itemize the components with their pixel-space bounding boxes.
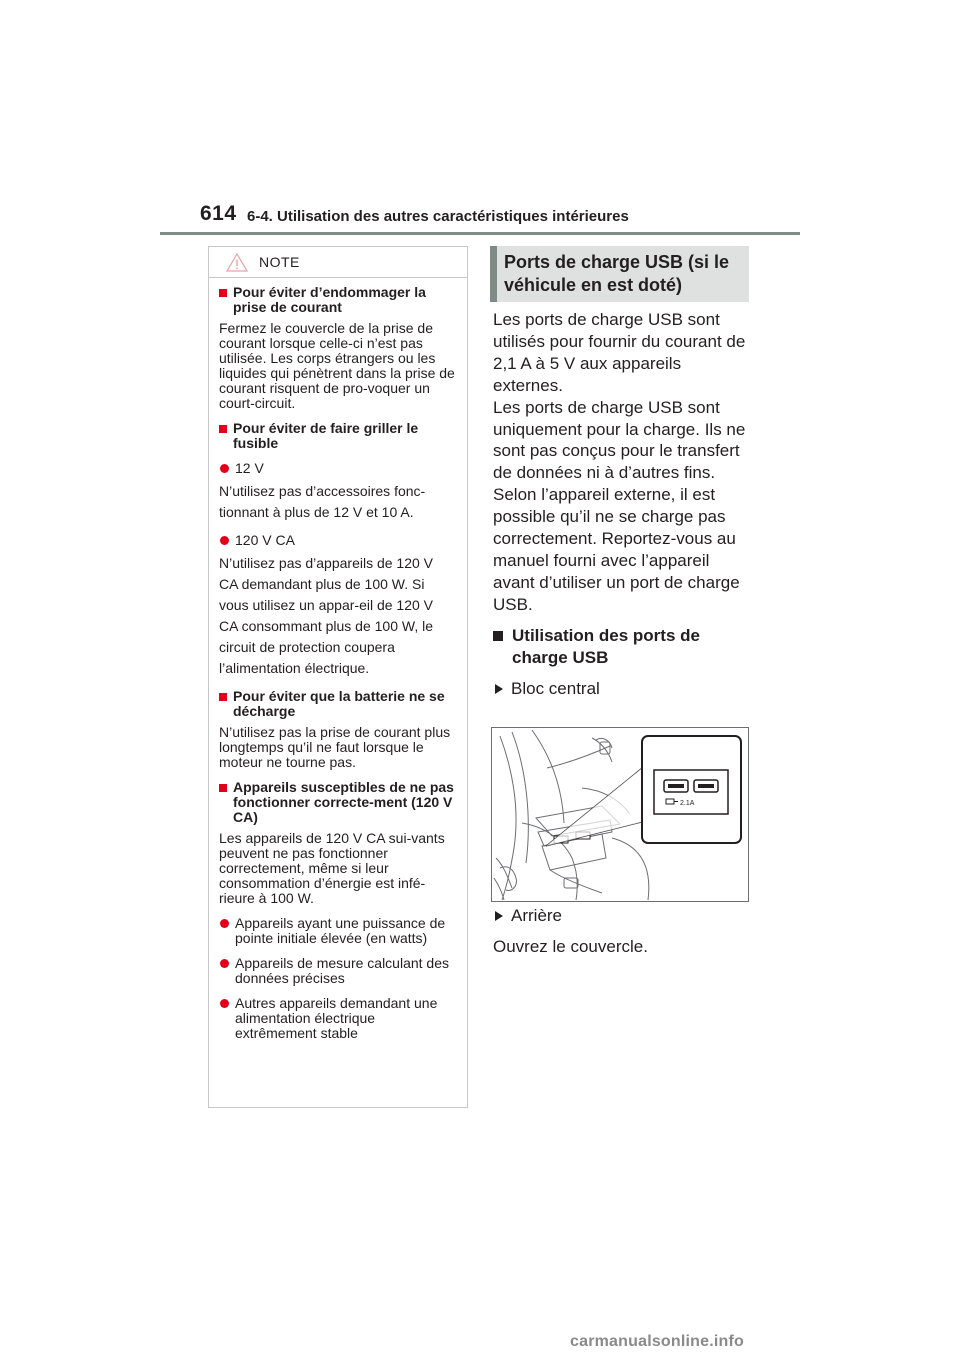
note-devices-title: Appareils susceptibles de ne pas fonctionner correcte-ment (120 V CA) bbox=[233, 779, 454, 825]
note-damage-heading bbox=[219, 285, 455, 315]
note-devices-text: Les appareils de 120 V CA sui-vants peuvent ne pas fonctionner correctement, même si leur consommation d’énergie est infé-rieure à 100 W. bbox=[219, 830, 445, 906]
console-illustration bbox=[492, 728, 748, 901]
black-square-icon bbox=[493, 631, 503, 641]
red-bullet-icon bbox=[220, 536, 229, 545]
note-battery-heading bbox=[219, 689, 455, 719]
usb-ports-body bbox=[493, 309, 749, 699]
usb-usage-title: Utilisation des ports de charge USB bbox=[512, 625, 700, 667]
central-block-item bbox=[493, 678, 749, 700]
usb-ports-illustration bbox=[491, 727, 749, 902]
central-block-label: Bloc central bbox=[511, 678, 600, 698]
usb-ports-heading: Ports de charge USB (si le véhicule en est doté) bbox=[490, 246, 749, 302]
note-damage-title: Pour éviter d’endommager la prise de courant bbox=[233, 284, 426, 315]
page-number: 614 bbox=[200, 202, 237, 225]
arrow-right-icon bbox=[495, 911, 503, 921]
usb-usage-heading bbox=[493, 625, 749, 669]
note-devices-heading bbox=[219, 780, 455, 825]
note-battery-text: N’utilisez pas la prise de courant plus longtemps qu’il ne faut lorsque le moteur ne tourne pas. bbox=[219, 724, 451, 770]
red-bullet-icon bbox=[220, 464, 229, 473]
red-square-icon bbox=[219, 289, 227, 297]
note-bullet-item bbox=[219, 916, 455, 946]
watermark[interactable]: carmanualsonline.info bbox=[570, 1333, 745, 1350]
note-bullet-text: Appareils ayant une puissance de pointe initiale élevée (en watts) bbox=[235, 915, 446, 946]
note-120v-text: N’utilisez pas d’appareils de 120 V CA demandant plus de 100 W. Si vous utilisez un appar-eil de 120 V CA consommant plus de 100 W, le circuit de protection coupera l’alimentation électrique. bbox=[219, 555, 434, 676]
note-bullet-text: Appareils de mesure calculant des données précises bbox=[235, 955, 450, 986]
rear-instruction-text: Ouvrez le couvercle. bbox=[493, 936, 648, 956]
note-12v-item bbox=[219, 461, 455, 476]
usb-device-note-text: Selon l’appareil externe, il est possible qu’il ne se charge pas correctement. Reportez-vous au manuel fourni avec l’appareil avant d’utiliser un port de charge USB. bbox=[493, 485, 740, 614]
rear-label: Arrière bbox=[511, 906, 563, 925]
section-title: 6-4. Utilisation des autres caractéristiques intérieures bbox=[247, 208, 629, 225]
arrow-right-icon bbox=[495, 684, 503, 694]
usb-intro-text: Les ports de charge USB sont utilisés pour fournir du courant de 2,1 A à 5 V aux appareils externes. bbox=[493, 310, 746, 395]
note-label: NOTE bbox=[259, 254, 300, 270]
red-bullet-icon bbox=[220, 999, 229, 1008]
header-rule bbox=[160, 232, 800, 235]
note-12v-text: N’utilisez pas d’accessoires fonc-tionnant à plus de 12 V et 10 A. bbox=[219, 483, 426, 520]
note-header bbox=[209, 247, 467, 278]
warning-triangle-icon bbox=[226, 253, 248, 277]
rear-item bbox=[493, 905, 749, 927]
red-square-icon bbox=[219, 693, 227, 701]
red-bullet-icon bbox=[220, 959, 229, 968]
rear-section bbox=[493, 905, 749, 958]
red-square-icon bbox=[219, 784, 227, 792]
note-fuse-title: Pour éviter de faire griller le fusible bbox=[233, 420, 419, 451]
note-battery-title: Pour éviter que la batterie ne se décharge bbox=[233, 688, 445, 719]
note-120v-item bbox=[219, 533, 455, 548]
usb-current-marking: 2.1A bbox=[680, 800, 695, 807]
note-bullet-text: Autres appareils demandant une alimentation électrique extrêmement stable bbox=[235, 995, 438, 1041]
note-fuse-heading bbox=[219, 421, 455, 451]
note-body bbox=[209, 278, 467, 1041]
red-bullet-icon bbox=[220, 919, 229, 928]
note-damage-text: Fermez le couvercle de la prise de courant lorsque celle-ci n’est pas utilisée. Les corps étrangers ou les liquides qui pénètrent dans la prise de courant risquent de pro-voquer un court-circuit. bbox=[219, 320, 455, 411]
note-box bbox=[208, 246, 468, 1108]
note-120v-label: 120 V CA bbox=[235, 532, 295, 548]
note-bullet-item bbox=[219, 956, 455, 986]
note-12v-label: 12 V bbox=[235, 460, 264, 476]
red-square-icon bbox=[219, 425, 227, 433]
usb-charge-only-text: Les ports de charge USB sont uniquement pour la charge. Ils ne sont pas conçus pour le transfert de données ni à d’autres fins. bbox=[493, 397, 746, 483]
note-bullet-item bbox=[219, 996, 455, 1041]
